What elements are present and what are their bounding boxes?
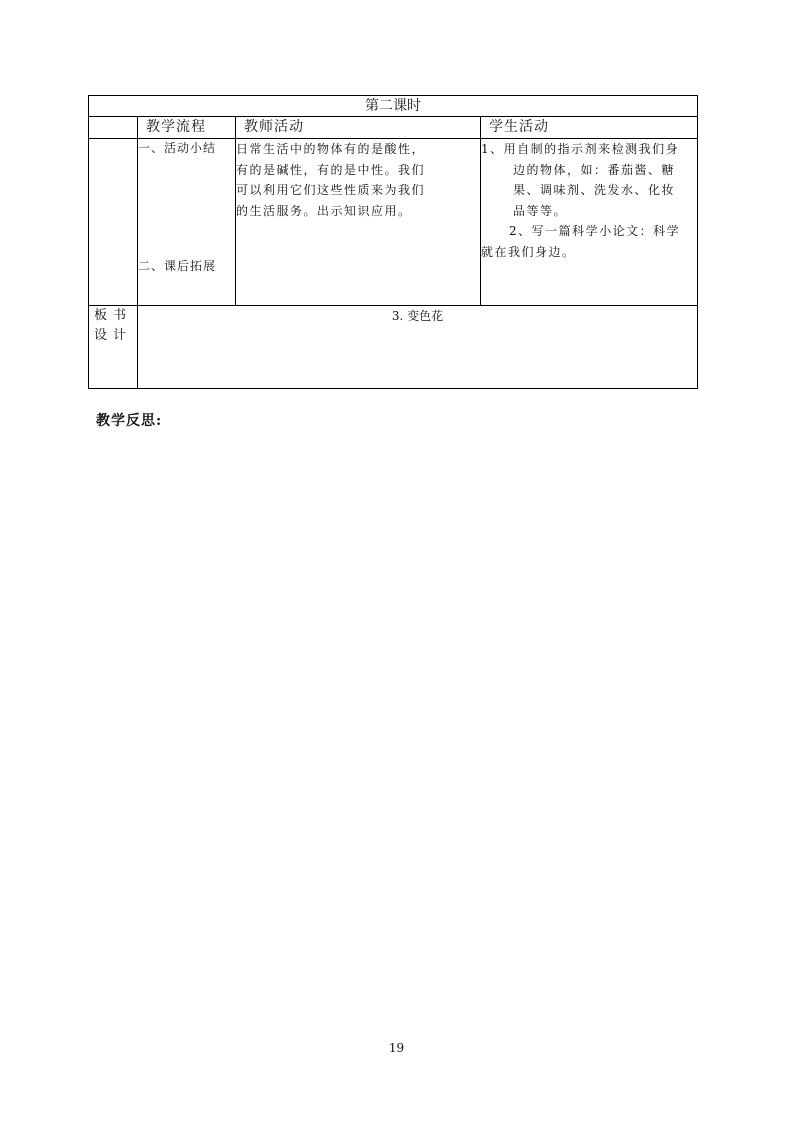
flow-cell <box>138 139 236 306</box>
student-line: 边的物体，如：番茄酱、糖 <box>513 162 676 177</box>
table-body-row <box>89 139 698 306</box>
empty-header-cell <box>89 117 138 139</box>
student-line: 2、写一篇科学小论文：科学 <box>509 224 681 238</box>
teaching-reflection-label: 教学反思: <box>96 413 163 429</box>
teacher-line: 可以利用它们这些性质来为我们 <box>236 183 426 197</box>
empty-body-cell <box>89 139 138 306</box>
student-line: 果、调味剂、洗发水、化妆 <box>513 183 676 197</box>
student-line: 1、用自制的指示剂来检测我们身 <box>481 142 680 156</box>
board-design-row <box>89 306 698 389</box>
board-design-label <box>89 306 138 389</box>
table-title-row <box>89 96 698 117</box>
header-flow: 教学流程 <box>138 117 236 139</box>
teacher-line: 有的是碱性，有的是中性。我们 <box>236 162 426 177</box>
header-student: 学生活动 <box>481 117 698 139</box>
student-line: 就在我们身边。 <box>481 244 576 259</box>
student-line: 品等等。 <box>513 203 568 218</box>
board-label-line: 板书 <box>93 308 132 323</box>
flow-item-summary: 一、活动小结 <box>138 141 217 155</box>
table-header-row <box>89 117 698 139</box>
student-activity-cell <box>481 139 698 306</box>
lesson-plan-table <box>88 95 698 389</box>
page-number: 19 <box>388 1041 405 1055</box>
teacher-activity-cell <box>236 139 481 306</box>
board-design-content: 3. 变色花 <box>138 306 698 389</box>
lesson-title: 第二课时 <box>89 96 698 117</box>
header-teacher: 教师活动 <box>236 117 481 139</box>
teacher-line: 的生活服务。出示知识应用。 <box>236 203 412 218</box>
teacher-line: 日常生活中的物体有的是酸性， <box>236 142 426 156</box>
board-label-line: 设计 <box>93 328 132 343</box>
flow-item-extension: 二、课后拓展 <box>138 259 217 273</box>
